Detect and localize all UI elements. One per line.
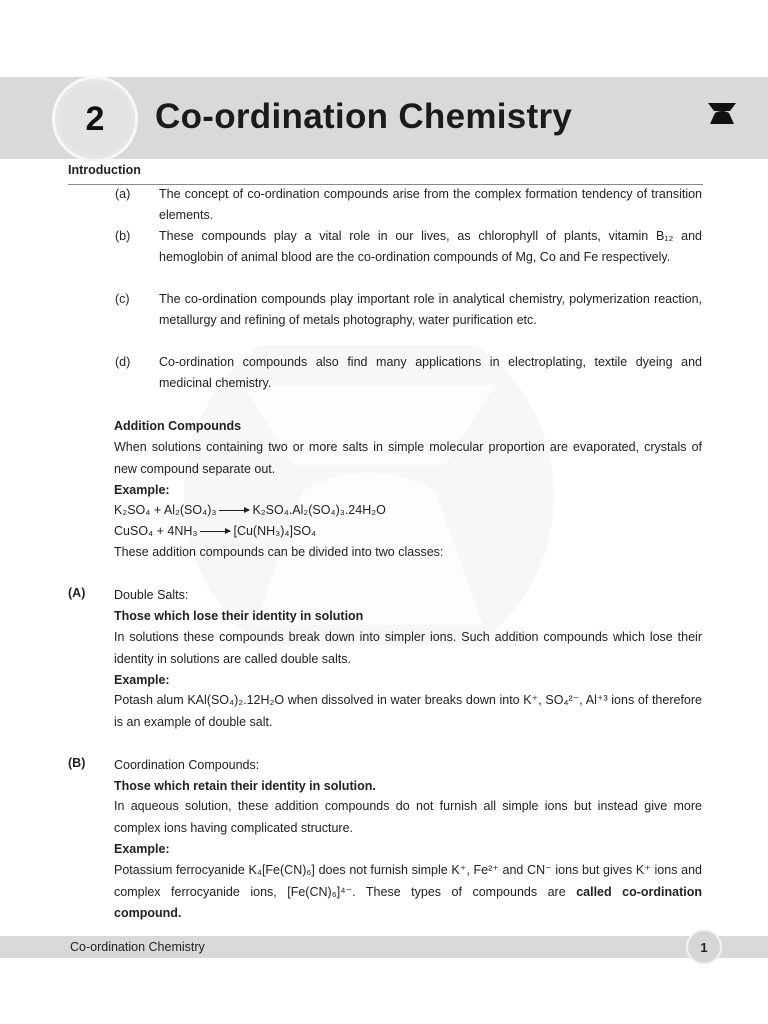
list-item-label: (c) <box>115 292 130 306</box>
list-item <box>0 289 768 352</box>
coordination-text: In aqueous solution, these addition compounds do not furnish all simple ions but instead give more complex ions having complicated structure. <box>114 799 702 835</box>
equation-2-reactants: CuSO₄ + 4NH₃ <box>114 524 198 538</box>
introduction-list <box>0 184 768 394</box>
arrow-icon <box>200 531 230 532</box>
section-label-b: (B) <box>68 756 86 770</box>
list-item-label: (a) <box>115 187 131 201</box>
double-salts-subheading: Those which lose their identity in solution <box>114 609 364 623</box>
arrow-icon <box>219 510 249 511</box>
page-number: 1 <box>686 929 722 965</box>
section-heading-double-salts: Double Salts: <box>114 588 189 602</box>
equation-1-products: K₂SO₄.Al₂(SO₄)₃.24H₂O <box>252 503 386 517</box>
coordination-example-text <box>114 860 702 925</box>
equation-1 <box>114 503 386 517</box>
equation-2-products: [Cu(NH₃)₄]SO₄ <box>233 524 317 538</box>
equation-1-reactants: K₂SO₄ + Al₂(SO₄)₃ <box>114 503 217 517</box>
list-item-label: (b) <box>115 229 131 243</box>
list-item-text: These compounds play a vital role in our lives, as chlorophyll of plants, vitamin B₁₂ and hemoglobin of animal blood are the co-ordination compounds of Mg, Co and Fe respectively. <box>159 229 702 264</box>
list-item-text: Co-ordination compounds also find many applications in electroplating, textile dyeing and medicinal chemistry. <box>159 355 702 390</box>
section-heading-addition-compounds: Addition Compounds <box>114 419 242 433</box>
coordination-example-emphasis: called co-ordination compound. <box>114 884 702 920</box>
double-salts-text: In solutions these compounds break down into simpler ions. Such addition compounds which lose their identity in solutions are called double salts. <box>114 630 702 666</box>
list-item <box>0 352 768 394</box>
chapter-title: Co-ordination Chemistry <box>155 97 573 136</box>
list-item-text: The co-ordination compounds play important role in analytical chemistry, polymerization reaction, metallurgy and refining of metals photography, water purification etc. <box>159 292 702 327</box>
logo-icon <box>708 103 736 125</box>
coordination-example-body: Potassium ferrocyanide K₄[Fe(CN)₆] does not furnish simple K⁺, Fe²⁺ and CN⁻ ions but gives K⁺ ions and complex ferrocyanide ions, [Fe(CN)₆]⁴⁻. These types of compounds are <box>114 863 702 899</box>
list-item-text: The concept of co-ordination compounds arise from the complex formation tendency of transition elements. <box>159 187 702 222</box>
addition-compounds-closing: These addition compounds can be divided into two classes: <box>114 545 444 559</box>
example-label: Example: <box>114 483 170 497</box>
chapter-number-badge <box>52 76 138 162</box>
list-item <box>0 226 768 289</box>
chapter-number: 2 <box>59 83 131 155</box>
double-salts-example-text: Potash alum KAl(SO₄)₂.12H₂O when dissolved in water breaks down into K⁺, SO₄²⁻, Al⁺³ ions of therefore is an example of double salt. <box>114 693 702 729</box>
example-label: Example: <box>114 842 170 856</box>
section-heading-introduction: Introduction <box>68 163 141 177</box>
coordination-subheading: Those which retain their identity in solution. <box>114 779 376 793</box>
addition-compounds-text: When solutions containing two or more salts in simple molecular proportion are evaporated, crystals of new compound separate out. <box>114 440 702 476</box>
example-label: Example: <box>114 673 170 687</box>
section-heading-coordination-compounds: Coordination Compounds: <box>114 758 260 772</box>
footer-title: Co-ordination Chemistry <box>70 940 205 954</box>
list-item-label: (d) <box>115 355 131 369</box>
equation-2 <box>114 524 316 538</box>
list-item <box>0 184 768 226</box>
section-label-a: (A) <box>68 586 86 600</box>
